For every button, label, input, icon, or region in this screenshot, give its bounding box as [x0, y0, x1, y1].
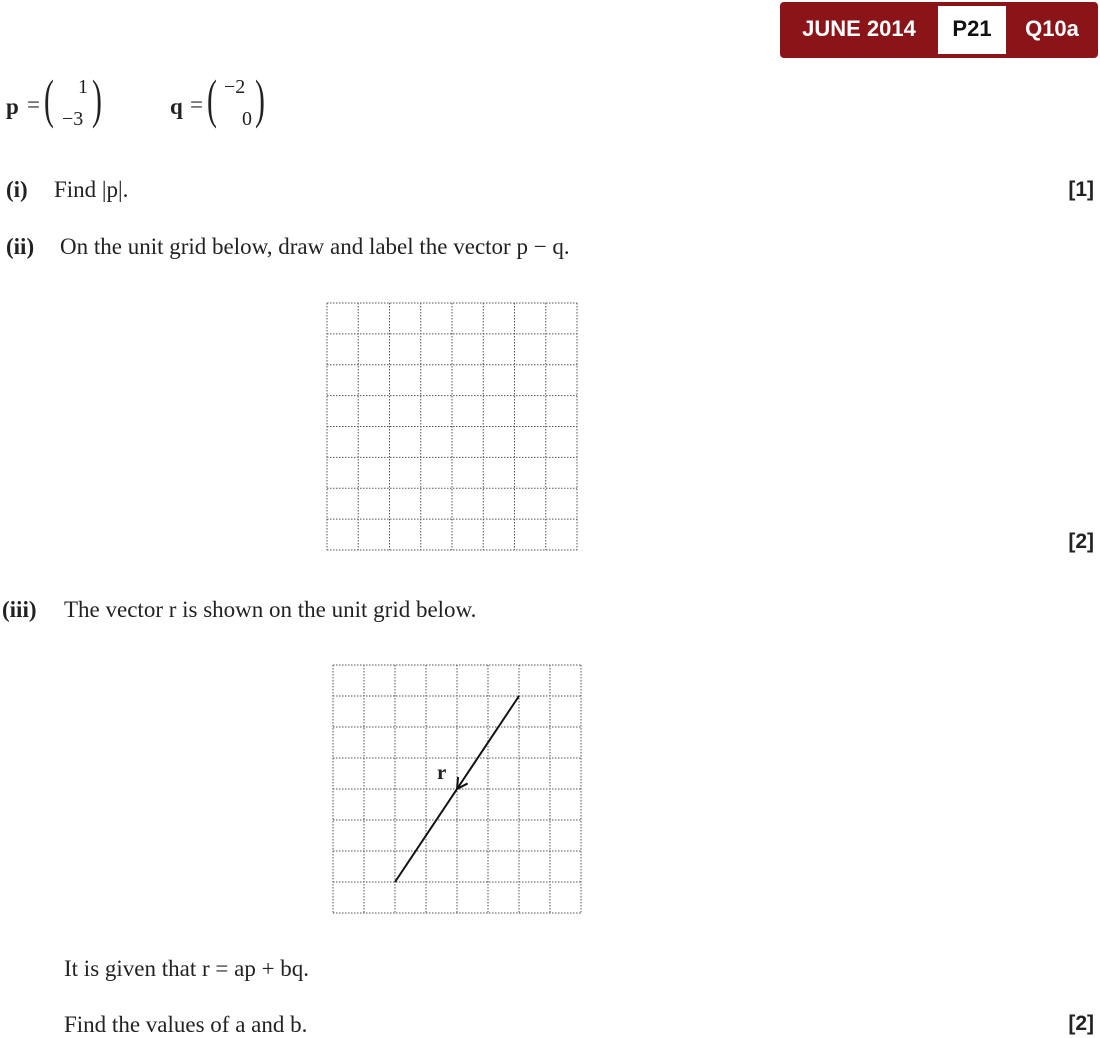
question-number: Q10a [1025, 16, 1079, 41]
unit-grid-vector-r [332, 664, 582, 914]
right-parenthesis: ) [255, 69, 265, 129]
paper-number: P21 [938, 6, 1006, 54]
equals-sign: = [27, 92, 40, 117]
vector-p-top: 1 [78, 76, 88, 98]
find-instruction: Find the values of a and b. [64, 1012, 308, 1037]
part-i-marks: [1] [1068, 178, 1094, 201]
part-iii-marks: [2] [1068, 1012, 1094, 1035]
vector-q-name: q [170, 94, 183, 119]
right-parenthesis: ) [92, 69, 102, 129]
vector-p-bottom: −3 [62, 108, 84, 130]
vector-p-name: p [6, 94, 19, 119]
given-equation: It is given that r = ap + bq. [64, 956, 310, 981]
part-ii-text: On the unit grid below, draw and label the vector p − q. [60, 234, 570, 259]
exam-date: JUNE 2014 [802, 16, 916, 41]
part-i-number: (i) [6, 177, 28, 202]
vector-r-arrowhead [457, 777, 468, 789]
part-ii-marks: [2] [1068, 530, 1094, 553]
unit-grid-blank[interactable] [326, 302, 578, 551]
vector-q-bottom: 0 [242, 108, 252, 130]
left-parenthesis: ( [44, 69, 54, 129]
vector-r-label: r [437, 760, 447, 784]
vector-q-top: −2 [224, 76, 246, 98]
part-iii-text: The vector r is shown on the unit grid below. [64, 597, 477, 622]
part-i-text: Find |p|. [54, 177, 129, 202]
part-ii-number: (ii) [6, 234, 35, 259]
part-iii-number: (iii) [2, 597, 37, 622]
equals-sign: = [190, 92, 203, 117]
question-reference-badge [780, 2, 1098, 58]
left-parenthesis: ( [207, 69, 217, 129]
